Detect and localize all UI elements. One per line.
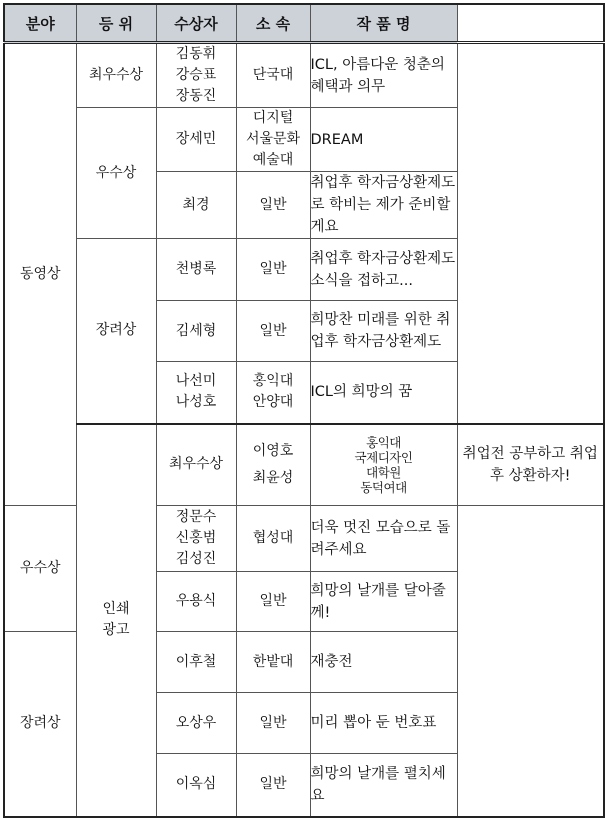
header-rank: 등 위 bbox=[76, 4, 156, 43]
affiliation-cell: 홍익대 안양대 bbox=[236, 362, 310, 424]
work-title-cell: 취업전 공부하고 취업후 상환하자! bbox=[457, 424, 604, 506]
rank-cell: 최우수상 bbox=[76, 43, 156, 108]
work-title-cell: 미리 뽑아 둔 번호표 bbox=[310, 693, 457, 754]
affiliation-cell: 일반 bbox=[236, 572, 310, 632]
winner-cell: 김세형 bbox=[156, 301, 236, 362]
winner-cell: 정문수 신홍범 김성진 bbox=[156, 506, 236, 572]
rank-cell: 우수상 bbox=[76, 108, 156, 239]
affiliation-cell: 단국대 bbox=[236, 43, 310, 108]
work-title-cell: 재충전 bbox=[310, 632, 457, 693]
winner-cell: 김동휘 강승표 장동진 bbox=[156, 43, 236, 108]
awards-table bbox=[3, 3, 605, 818]
winner-cell: 최경 bbox=[156, 172, 236, 239]
category-print-ad: 인쇄 광고 bbox=[76, 424, 156, 817]
table-row bbox=[4, 43, 604, 108]
winner-cell: 우용식 bbox=[156, 572, 236, 632]
affiliation-cell: 협성대 bbox=[236, 506, 310, 572]
work-title-cell: 더욱 멋진 모습으로 돌려주세요 bbox=[310, 506, 457, 572]
table-row bbox=[4, 239, 604, 301]
work-title-cell: 취업후 학자금상환제도 소식을 접하고... bbox=[310, 239, 457, 301]
winner-cell: 이옥심 bbox=[156, 754, 236, 817]
winner-cell: 나선미 나성호 bbox=[156, 362, 236, 424]
header-work: 작 품 명 bbox=[310, 4, 457, 43]
work-title-cell: 취업후 학자금상환제도로 학비는 제가 준비할게요 bbox=[310, 172, 457, 239]
work-title-cell: ICL, 아름다운 청춘의 혜택과 의무 bbox=[310, 43, 457, 108]
header-affiliation: 소 속 bbox=[236, 4, 310, 43]
winner-cell: 장세민 bbox=[156, 108, 236, 172]
rank-cell: 장려상 bbox=[4, 632, 76, 817]
winner-cell: 이후철 bbox=[156, 632, 236, 693]
work-title-cell: 희망찬 미래를 위한 취업후 학자금상환제도 bbox=[310, 301, 457, 362]
table-row bbox=[4, 424, 604, 506]
winner-cell: 이영호 최윤성 bbox=[236, 424, 310, 506]
winner-cell: 천병록 bbox=[156, 239, 236, 301]
affiliation-cell: 홍익대 국제디자인 대학원 동덕여대 bbox=[310, 424, 457, 506]
header-winner: 수상자 bbox=[156, 4, 236, 43]
category-video: 동영상 bbox=[4, 43, 76, 506]
rank-cell: 최우수상 bbox=[156, 424, 236, 506]
header-row bbox=[4, 4, 604, 43]
table-row bbox=[4, 108, 604, 172]
winner-cell: 오상우 bbox=[156, 693, 236, 754]
rank-cell: 우수상 bbox=[4, 506, 76, 632]
work-title-cell: 희망의 날개를 달아줄께! bbox=[310, 572, 457, 632]
work-title-cell: DREAM bbox=[310, 108, 457, 172]
header-category: 분야 bbox=[4, 4, 76, 43]
affiliation-cell: 한밭대 bbox=[236, 632, 310, 693]
affiliation-cell: 일반 bbox=[236, 754, 310, 817]
affiliation-cell: 디지털 서울문화 예술대 bbox=[236, 108, 310, 172]
affiliation-cell: 일반 bbox=[236, 172, 310, 239]
affiliation-cell: 일반 bbox=[236, 693, 310, 754]
work-title-cell: 희망의 날개를 펼치세요 bbox=[310, 754, 457, 817]
rank-cell: 장려상 bbox=[76, 239, 156, 424]
work-title-cell: ICL의 희망의 꿈 bbox=[310, 362, 457, 424]
affiliation-cell: 일반 bbox=[236, 239, 310, 301]
affiliation-cell: 일반 bbox=[236, 301, 310, 362]
